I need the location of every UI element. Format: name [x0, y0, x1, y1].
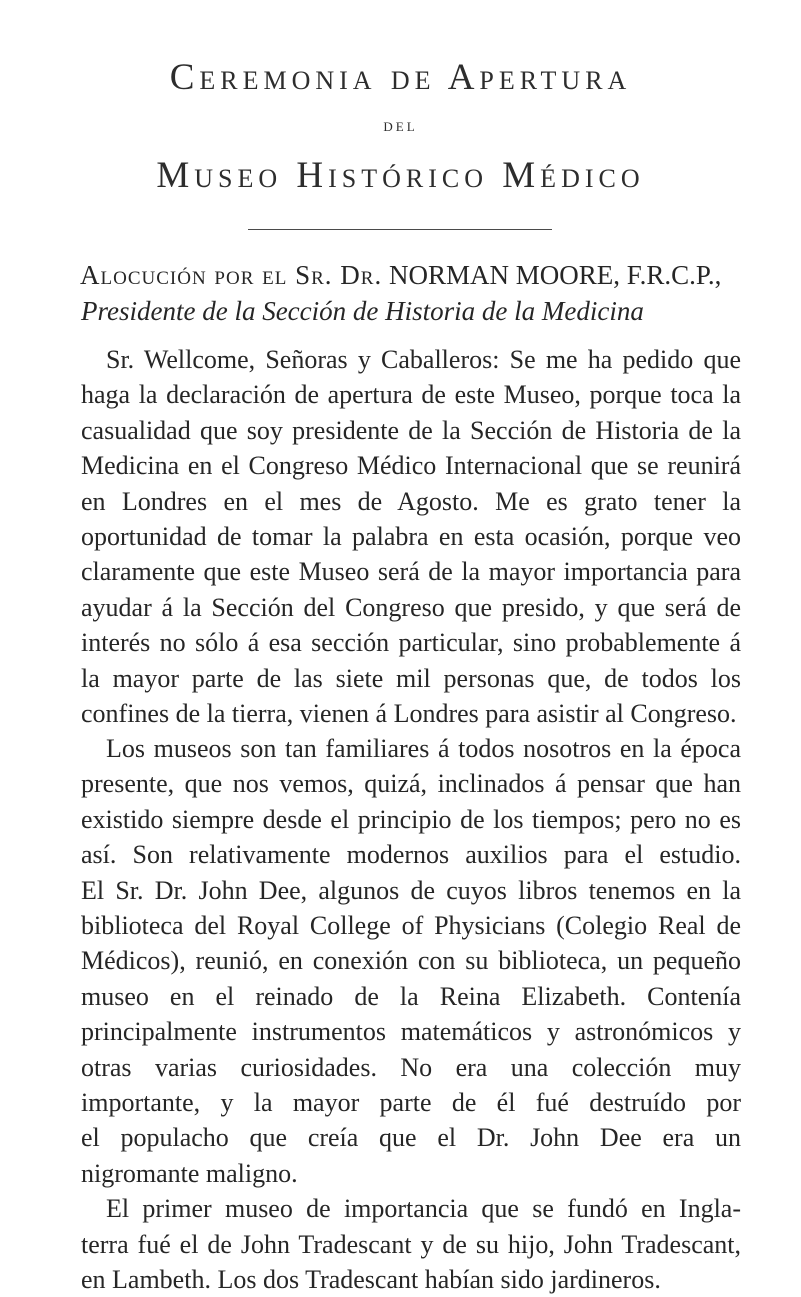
text-line: El Sr. Dr. John Dee, algunos de cuyos libros tenemos en la	[81, 875, 741, 905]
text-line: biblioteca del Royal College of Physicians (Colegio Real de	[81, 910, 741, 940]
speaker-name: NORMAN MOORE, F.R.C.P.,	[388, 260, 722, 290]
text-line: en Lambeth. Los dos Tradescant habían sido jardineros.	[81, 1264, 661, 1294]
text-line: el populacho que creía que el Dr. John Dee era un	[81, 1123, 741, 1153]
ceremony-title: Ceremonia de Apertura	[169, 57, 632, 98]
text-line: terra fué el de John Tradescant y de su hijo, John Tradescant,	[81, 1229, 741, 1259]
text-line: así. Son relativamente modernos auxilios para el estudio.	[81, 840, 741, 870]
text-line: nigromante maligno.	[81, 1158, 298, 1188]
text-line: claramente que este Museo será de la mayor importancia para	[81, 557, 741, 587]
address-prefix: Alocución por el Sr. Dr.	[80, 260, 383, 290]
title-connector: DEL	[383, 119, 418, 134]
section-divider	[248, 229, 552, 230]
text-line: El primer museo de importancia que se fundó en Ingla-	[106, 1194, 741, 1224]
text-line: casualidad que soy presidente de la Sección de Historia de la	[81, 415, 741, 445]
text-line: Medicina en el Congreso Médico Internacional que se reunirá	[81, 451, 741, 481]
text-line: Sr. Wellcome, Señoras y Caballeros: Se me ha pedido que	[106, 345, 741, 374]
text-line: ayudar á la Sección del Congreso que presido, y que será de	[81, 592, 741, 622]
text-line: haga la declaración de apertura de este Museo, porque toca la	[81, 380, 741, 410]
text-line: Médicos), reunió, en conexión con su biblioteca, un pequeño	[81, 946, 741, 976]
text-line: presente, que nos vemos, quizá, inclinados á pensar que han	[81, 769, 741, 799]
museum-title: Museo Histórico Médico	[156, 155, 645, 196]
text-line: Los museos son tan familiares á todos nosotros en la época	[106, 734, 741, 763]
text-line: interés no sólo á esa sección particular, sino probablemente á	[81, 628, 741, 658]
text-line: oportunidad de tomar la palabra en esta ocasión, porque veo	[81, 521, 741, 551]
address-line	[80, 258, 740, 292]
speaker-role: Presidente de la Sección de Historia de la Medicina	[81, 296, 644, 326]
text-line: museo en el reinado de la Reina Elizabeth. Contenía	[81, 981, 741, 1011]
text-line: otras varias curiosidades. No era una colección muy	[81, 1052, 741, 1082]
text-line: importante, y la mayor parte de él fué destruído por	[81, 1087, 741, 1117]
paragraph-1	[81, 342, 741, 731]
text-line: confines de la tierra, vienen á Londres para asistir al Congreso.	[81, 698, 737, 728]
text-line: existido siempre desde el principio de los tiempos; pero no es	[81, 804, 741, 834]
paragraph-3	[81, 1191, 741, 1297]
text-line: principalmente instrumentos matemáticos y astronómicos y	[81, 1017, 741, 1047]
paragraph-2	[81, 731, 741, 1191]
text-line: en Londres en el mes de Agosto. Me es grato tener la	[81, 486, 741, 516]
text-line: la mayor parte de las siete mil personas que, de todos los	[81, 663, 741, 693]
